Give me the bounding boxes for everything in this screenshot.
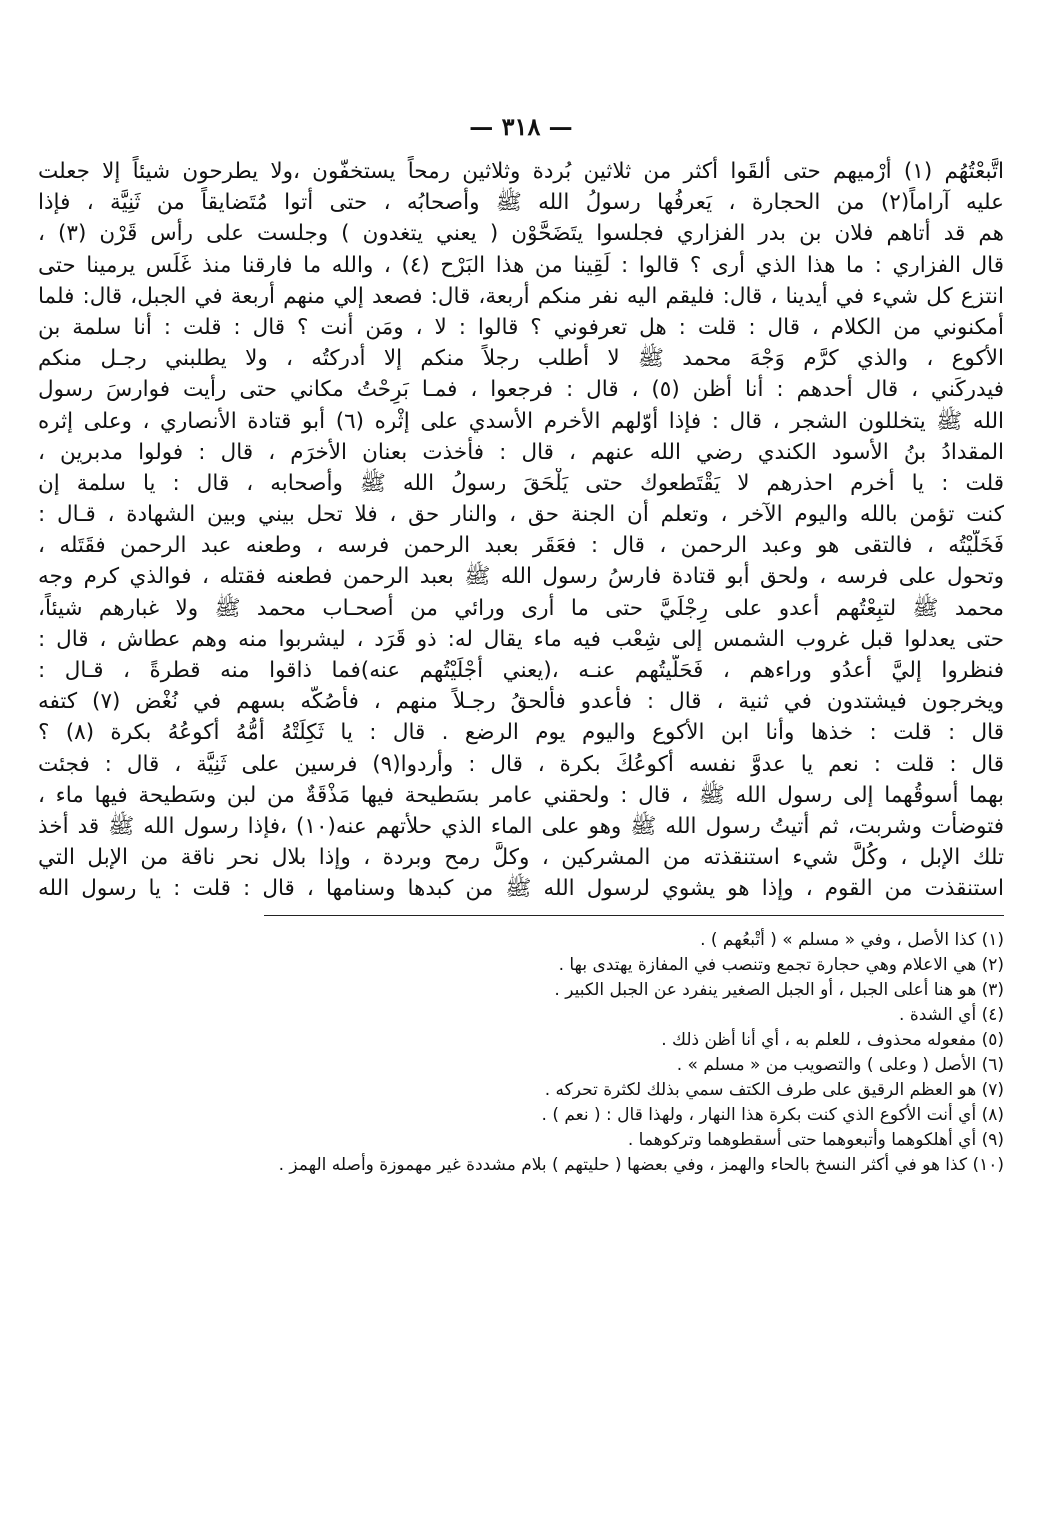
text-line: أمكنوني من الكلام ، قال : قلت : هل تعرفوني ؟ قالوا : لا ، ومَن أنت ؟ قال : قلت : أنا سلمة بن (38, 314, 1004, 340)
footnote: (٩) أي أهلكوهما وأتبعوهما حتى أسقطوهما وتركوهما . (627, 1129, 1004, 1150)
text-line: فتوضأت وشربت، ثم أتيتُ رسول الله ﷺ وهو على الماء الذي حلأتهم عنه(١٠) ،فإذا رسول الله ﷺ قد أخذ (38, 813, 1004, 839)
footnote: (١٠) كذا هو في أكثر النسخ بالحاء والهمز ، وفي بعضها ( حليتهم ) بلام مشددة غير مهموزة وأصله الهمز . (278, 1154, 1004, 1175)
text-line: وتحول على فرسه ، ولحق أبو قتادة فارسُ رسول الله ﷺ بعبد الرحمن فطعنه فقتله ، فوالذي كرم وجه (38, 564, 1004, 590)
footnotes (38, 928, 1004, 1178)
text-line: تلك الإبل ، وكُلَّ شيء استنقذته من المشركين ، وكلَّ رمح وبردة ، وإذا بلال نحر ناقة من الإبل التي (38, 845, 1004, 871)
text-line: كنت تؤمن بالله واليوم الآخر ، وتعلم أن الجنة حق ، والنار حق ، فلا تحل بيني وبين الشهادة ، قـال : (38, 502, 1004, 528)
text-line: فنظروا إليَّ أعدُو وراءهم ، فَحَلَّيتُهم عنـه ،(يعني أجْلَيْتُهم عنه)فما ذاقوا منه قطرةً ، قـال : (38, 658, 1004, 683)
text-line: فيدركَني ، قال أحدهم : أنا أظن (٥) ، قال : فرجعوا ، فمـا بَرِحْتُ مكاني حتى رأيت فوارسَ رسول (38, 377, 1004, 403)
text-line: قال : قلت : خذها وأنا ابن الأكوع واليوم يوم الرضع . قال : يا ثَكِلَتْهُ أمُّهُ أكوعُهُ بكرة (٨) ؟ (38, 720, 1004, 746)
footnote: (٨) أي أنت الأكوع الذي كنت بكرة هذا النهار ، ولهذا قال : ( نعم ) . (541, 1104, 1004, 1125)
text-line: استنقذت من القوم ، وإذا هو يشوي لرسول الله ﷺ من كبدها وسنامها ، قال : قلت : يا رسول الله (38, 876, 1004, 902)
text-line: قال : قلت : نعم يا عدوَّ نفسه أكوعُكَ بكرة ، قال : وأردوا(٩) فرسين على ثَنِيَّة ، قال : فجئت (38, 751, 1004, 777)
text-line: محمد ﷺ لتبِعْتُهم أعدو على رِجْلَيَّ حتى ما أرى ورائي من أصحـاب محمد ﷺ ولا غبارهم شيئاً، (38, 595, 1004, 621)
text-line: انتزع كل شيء في أيدينا ، قال: فليقم اليه نفر منكم أربعة، قال: فصعد إلي منهم أربعة في الجبل، قال: فلما (38, 283, 1004, 309)
text-line: الله ﷺ يتخللون الشجر ، قال : فإذا أوّلهم الأخرم الأسدي على إثْره (٦) أبو قتادة الأنصاري ، وعلى إثره (38, 408, 1004, 434)
footnote: (٦) الأصل ( وعلى ) والتصويب من « مسلم » . (676, 1054, 1004, 1075)
text-line: المقدادُ بنُ الأسود الكندي رضي الله عنهم ، قال : فأخذت بعنان الأخرَم ، قال : فولوا مدبرين ، (38, 439, 1004, 465)
text-line: الأكوع ، والذي كرَّم وَجْهَ محمد ﷺ لا أطلب رجلاً منكم إلا أدركتُه ، ولا يطلبني رجـل منكم (38, 346, 1004, 372)
text-line: قلت : يا أخرم احذرهم لا يَقْتَطعوك حتى يَلْحَقَ رسولُ الله ﷺ وأصحابه ، قال : يا سلمة إن (38, 470, 1004, 496)
text-line: بهما أسوقُهما إلى رسول الله ﷺ ، قال : ولحقني عامر بسَطيحة فيها مَذْقَةٌ من لبن وسَطيحة فيها ماء ، (38, 782, 1004, 808)
text-line: ويخرجون فيشتدون في ثنية ، قال : فأعدو فألحقُ رجـلاً منهم ، فأصُكُّه بسهم في نُغْض (٧) كتفه (38, 689, 1004, 715)
footnote: (٣) هو هنا أعلى الجبل ، أو الجبل الصغير ينفرد عن الجبل الكبير . (554, 979, 1004, 1000)
footnote-divider (264, 915, 1004, 916)
text-line: فَخَلَّيْتُه ، فالتقى هو وعبد الرحمن ، قال : فعَقَر بعبد الرحمن فرسه ، وطعنه عبد الرحمن فقَتَله ، (38, 533, 1004, 559)
footnote: (٥) مفعوله محذوف ، للعلم به ، أي أنا أظن ذلك . (661, 1029, 1004, 1050)
page-number: — ٣١٨ — (469, 112, 573, 141)
text-line: حتى يعدلوا قبل غروب الشمس إلى شِعْب فيه ماء يقال له: ذو قَرَد ، ليشربوا منه وهم عطاش ، قال : (38, 626, 1004, 652)
text-line: اتَّبعْتُهُم (١) أرْميهم حتى ألقَوا أكثر من ثلاثين بُردة وثلاثين رمحاً يستخفّون ،ولا يطرحون شيئاً إلا جعلت (38, 159, 1004, 184)
text-line: هم قد أتاهم فلان بن بدر الفزاري فجلسوا يتَضَحَّوْن ( يعني يتغدون ) وجلست على رأس قَرْن (٣) ، (38, 221, 1004, 247)
text-line: عليه آراماً(٢) من الحجارة ، يَعرفُها رسولُ الله ﷺ وأصحابُه ، حتى أتوا مُتَضايقاً من ثَنِيَّة ، فإذا (38, 190, 1004, 216)
main-text (38, 156, 1004, 905)
footnote: (٢) هي الاعلام وهي حجارة تجمع وتنصب في المفازة يهتدى بها . (558, 954, 1004, 975)
footnote: (٤) أي الشدة . (899, 1004, 1004, 1025)
text-line: قال الفزاري : ما هذا الذي أرى ؟ قالوا : لَقِينا من هذا البَرْح (٤) ، والله ما فارقنا منذ غَلَس يرمينا حتى (38, 252, 1004, 278)
footnote: (٧) هو العظم الرقيق على طرف الكتف سمي بذلك لكثرة تحركه . (544, 1079, 1004, 1100)
footnote: (١) كذا الأصل ، وفي « مسلم » ( أتْبعُهم ) . (700, 929, 1004, 950)
